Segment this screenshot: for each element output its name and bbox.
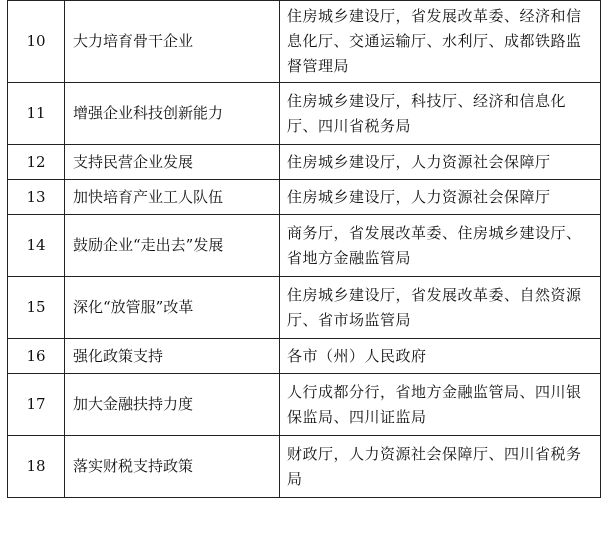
responsible-departments: 住房城乡建设厅，人力资源社会保障厅 <box>280 145 601 180</box>
task-name: 加大金融扶持力度 <box>65 374 280 436</box>
table-row <box>8 1 601 83</box>
table-row <box>8 339 601 374</box>
responsible-departments: 住房城乡建设厅，人力资源社会保障厅 <box>280 180 601 215</box>
responsible-departments: 商务厅，省发展改革委、住房城乡建设厅、省地方金融监管局 <box>280 215 601 277</box>
task-name: 增强企业科技创新能力 <box>65 83 280 145</box>
task-name: 强化政策支持 <box>65 339 280 374</box>
row-number: 14 <box>8 215 65 277</box>
task-name: 鼓励企业“走出去”发展 <box>65 215 280 277</box>
row-number: 10 <box>8 1 65 83</box>
task-name: 大力培育骨干企业 <box>65 1 280 83</box>
responsible-departments: 财政厅，人力资源社会保障厅、四川省税务局 <box>280 436 601 498</box>
table-row <box>8 145 601 180</box>
row-number: 13 <box>8 180 65 215</box>
task-table <box>7 0 601 498</box>
task-name: 加快培育产业工人队伍 <box>65 180 280 215</box>
row-number: 18 <box>8 436 65 498</box>
responsible-departments: 人行成都分行，省地方金融监管局、四川银保监局、四川证监局 <box>280 374 601 436</box>
task-name: 落实财税支持政策 <box>65 436 280 498</box>
responsible-departments: 住房城乡建设厅，省发展改革委、自然资源厅、省市场监管局 <box>280 277 601 339</box>
table-row <box>8 436 601 498</box>
table-row <box>8 277 601 339</box>
row-number: 17 <box>8 374 65 436</box>
table-row <box>8 374 601 436</box>
table-row <box>8 215 601 277</box>
responsible-departments: 各市（州）人民政府 <box>280 339 601 374</box>
responsible-departments: 住房城乡建设厅，科技厅、经济和信息化厅、四川省税务局 <box>280 83 601 145</box>
row-number: 12 <box>8 145 65 180</box>
table-row <box>8 180 601 215</box>
table-row <box>8 83 601 145</box>
task-name: 支持民营企业发展 <box>65 145 280 180</box>
task-name: 深化“放管服”改革 <box>65 277 280 339</box>
responsible-departments: 住房城乡建设厅，省发展改革委、经济和信息化厅、交通运输厅、水利厅、成都铁路监督管理局 <box>280 1 601 83</box>
row-number: 11 <box>8 83 65 145</box>
row-number: 15 <box>8 277 65 339</box>
row-number: 16 <box>8 339 65 374</box>
